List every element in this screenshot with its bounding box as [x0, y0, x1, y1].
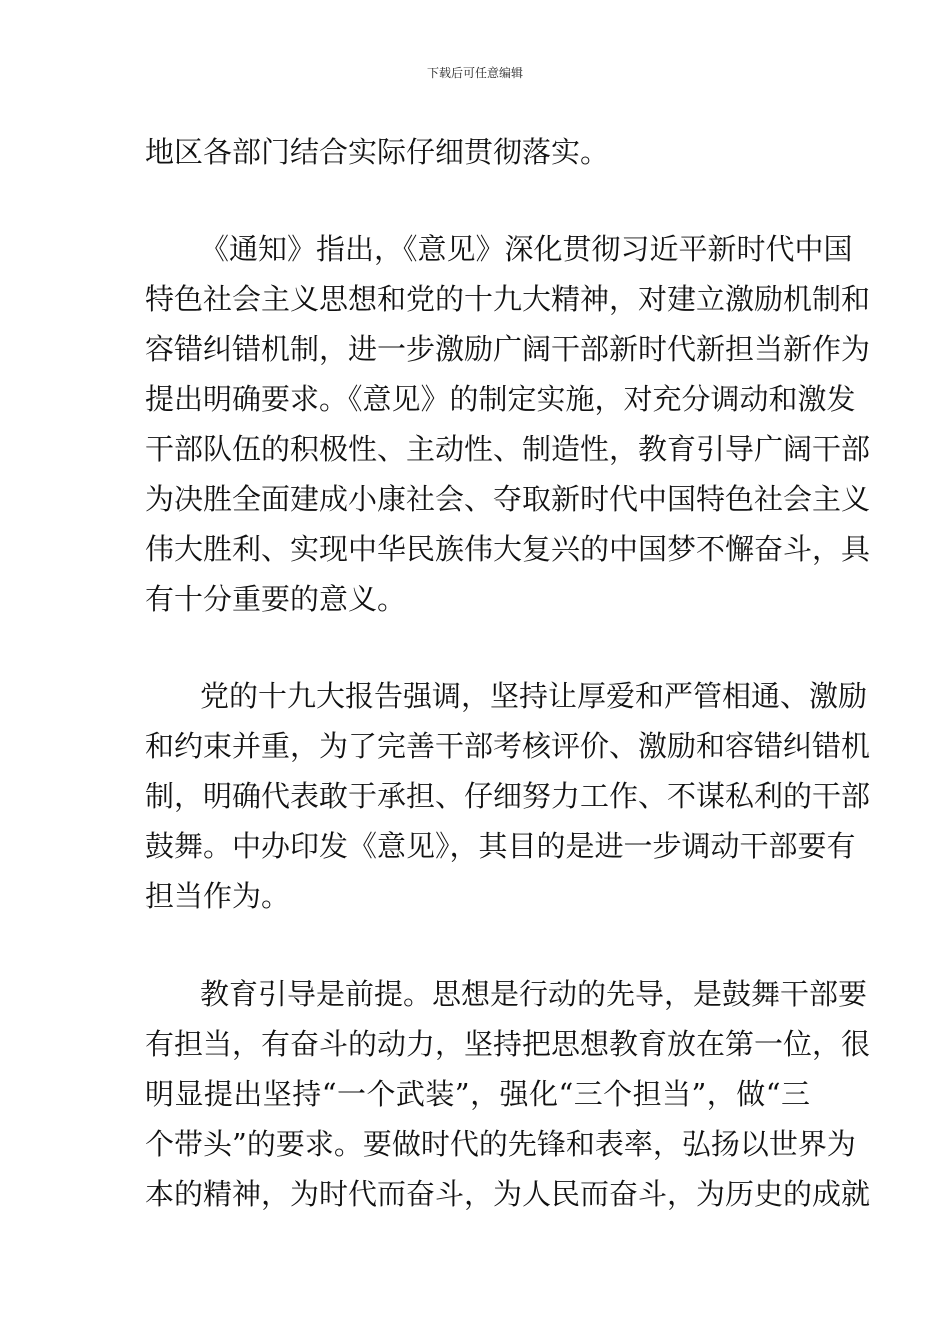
paragraph-continuation	[145, 127, 810, 177]
text-line: 有十分重要的意义。	[145, 582, 407, 616]
text-line: 伟大胜利、实现中华民族伟大复兴的中国梦不懈奋斗，具	[145, 532, 871, 566]
paragraph-education-guidance	[145, 969, 871, 1219]
text-line: 担当作为。	[145, 879, 291, 913]
text-line: 《通知》指出，《意见》深化贯彻习近平新时代中国	[200, 232, 853, 266]
paragraph-report-emphasis	[145, 671, 871, 921]
text-line: 鼓舞。中办印发《意见》，其目的是进一步调动干部要有	[145, 829, 856, 863]
text-line: 为决胜全面建成小康社会、夺取新时代中国特色社会主义	[145, 482, 871, 516]
text-line: 有担当，有奋斗的动力，坚持把思想教育放在第一位，很	[145, 1027, 871, 1061]
text-line: 提出明确要求。《意见》的制定实施，对充分调动和激发	[145, 382, 856, 416]
text-line: 本的精神，为时代而奋斗，为人民而奋斗，为历史的成就	[145, 1177, 871, 1211]
header-note: 下载后可任意编辑	[426, 66, 523, 80]
text-line: 特色社会主义思想和党的十九大精神，对建立激励机制和	[145, 282, 871, 316]
text-line: 教育引导是前提。思想是行动的先导，是鼓舞干部要	[200, 977, 868, 1011]
text-line: 党的十九大报告强调，坚持让厚爱和严管相通、激励	[200, 679, 868, 713]
text-line: 和约束并重，为了完善干部考核评价、激励和容错纠错机	[145, 729, 871, 763]
text-line: 容错纠错机制，进一步激励广阔干部新时代新担当新作为	[145, 332, 871, 366]
text-line: 干部队伍的积极性、主动性、制造性，教育引导广阔干部	[145, 432, 871, 466]
text-line: 明显提出坚持“一个武装”，强化“三个担当”，做“三	[145, 1077, 810, 1111]
text-line: 个带头”的要求。要做时代的先锋和表率，弘扬以世界为	[145, 1127, 856, 1161]
text-line: 地区各部门结合实际仔细贯彻落实。	[145, 135, 610, 169]
text-line: 制，明确代表敢于承担、仔细努力工作、不谋私利的干部	[145, 779, 871, 813]
paragraph-notice-summary	[145, 224, 871, 624]
